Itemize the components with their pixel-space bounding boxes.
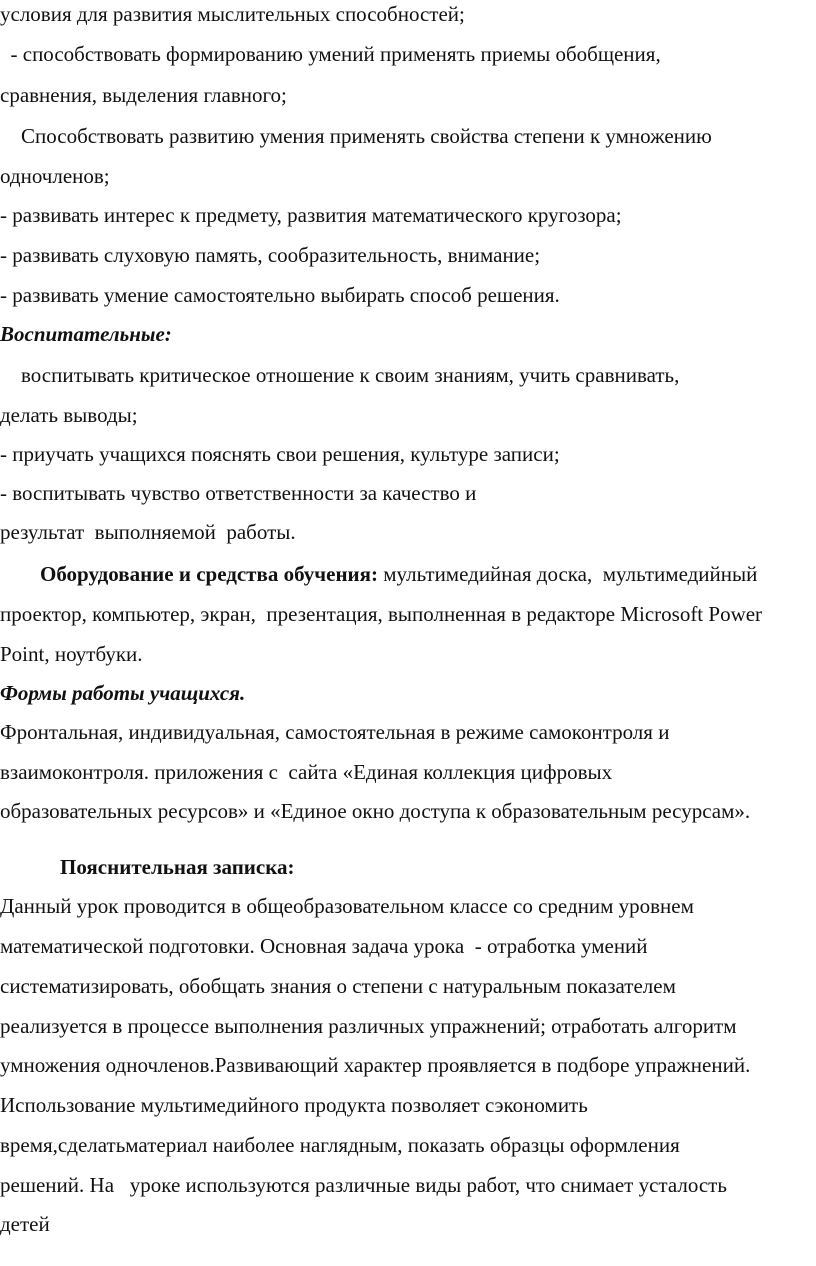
- text-line: - воспитывать чувство ответственности за качество и: [0, 481, 477, 505]
- section-heading-upbringing: Воспитательные:: [0, 322, 172, 346]
- text-line: умножения одночленов.Развивающий характер проявляется в подборе упражнений.: [0, 1053, 751, 1077]
- text-line: делать выводы;: [0, 403, 138, 427]
- text-line: время,сделатьматериал наиболее наглядным, показать образцы оформления: [0, 1133, 680, 1157]
- equipment-line: [40, 562, 757, 586]
- text-line: - способствовать формированию умений применять приемы обобщения,: [0, 42, 661, 66]
- section-heading-forms: Формы работы учащихся.: [0, 681, 246, 705]
- text-line: - развивать умение самостоятельно выбирать способ решения.: [0, 283, 560, 307]
- text-line: образовательных ресурсов» и «Единое окно доступа к образовательным ресурсам».: [0, 799, 751, 823]
- equipment-line-3: Point, ноутбуки.: [0, 642, 143, 666]
- text-line: воспитывать критическое отношение к своим знаниям, учить сравнивать,: [0, 363, 680, 387]
- text-line: реализуется в процессе выполнения различных упражнений; отработать алгоритм: [0, 1014, 737, 1038]
- text-line: решений. На уроке используются различные виды работ, что снимает усталость: [0, 1173, 727, 1197]
- text-line: Данный урок проводится в общеобразовательном классе со средним уровнем: [0, 894, 694, 918]
- text-line: Фронтальная, индивидуальная, самостоятельная в режиме самоконтроля и: [0, 720, 670, 744]
- text-line: математической подготовки. Основная задача урока - отработка умений: [0, 934, 648, 958]
- text-line: одночленов;: [0, 164, 110, 188]
- text-line: условия для развития мыслительных способностей;: [0, 2, 465, 26]
- text-line: - развивать интерес к предмету, развития математического кругозора;: [0, 203, 622, 227]
- text-line: Использование мультимедийного продукта позволяет сэкономить: [0, 1093, 588, 1117]
- text-line: - развивать слуховую память, сообразительность, внимание;: [0, 243, 541, 267]
- text-line: результат выполняемой работы.: [0, 520, 296, 544]
- equipment-label: Оборудование и средства обучения:: [40, 562, 379, 586]
- text-line: Способствовать развитию умения применять свойства степени к умножению: [0, 124, 712, 148]
- equipment-line-2: проектор, компьютер, экран, презентация, выполненная в редакторе Microsoft Power: [0, 602, 763, 626]
- section-heading-note: Пояснительная записка:: [60, 855, 295, 879]
- text-line: взаимоконтроля. приложения с сайта «Единая коллекция цифровых: [0, 760, 613, 784]
- text-line: сравнения, выделения главного;: [0, 83, 287, 107]
- text-line: систематизировать, обобщать знания о степени с натуральным показателем: [0, 974, 676, 998]
- equipment-text: мультимедийная доска, мультимедийный: [378, 562, 758, 586]
- text-line: - приучать учащихся пояснять свои решения, культуре записи;: [0, 442, 560, 466]
- text-line: детей: [0, 1212, 50, 1236]
